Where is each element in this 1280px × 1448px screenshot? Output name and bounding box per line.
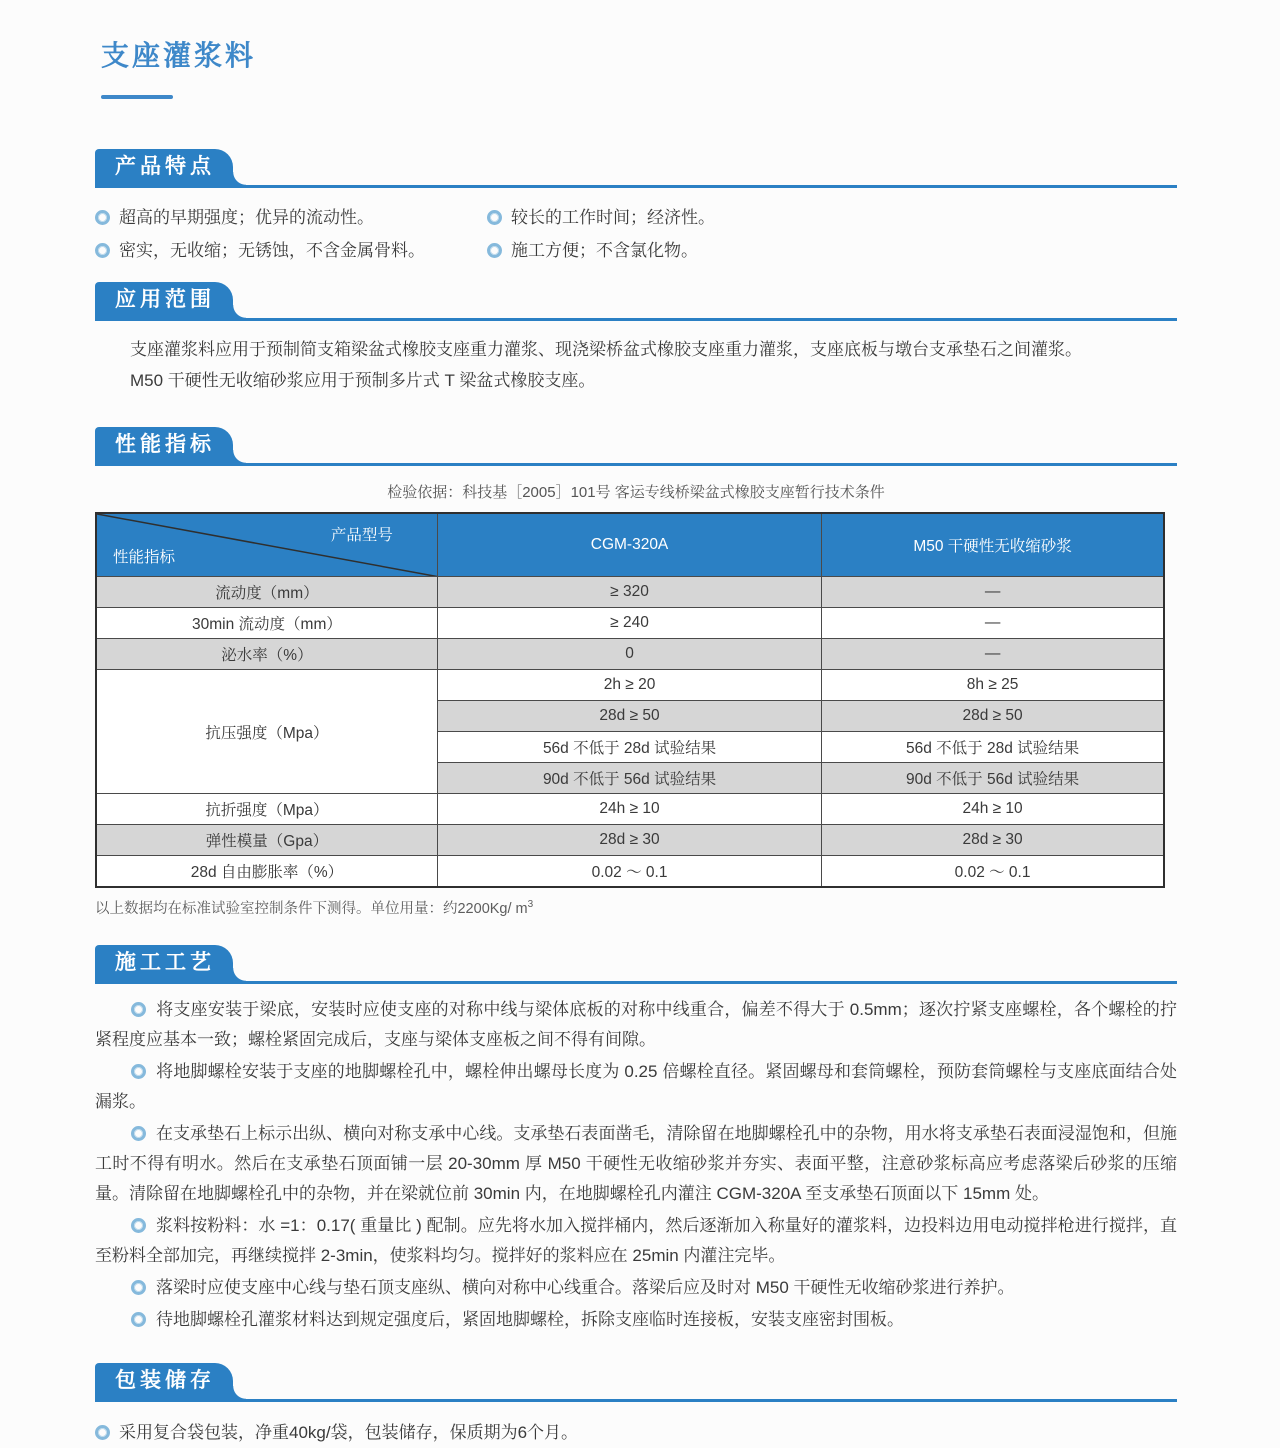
table-header-row (96, 513, 1164, 577)
cell-value: 28d ≥ 30 (437, 825, 821, 856)
cell-value: 56d 不低于 28d 试验结果 (822, 732, 1164, 763)
cell-value: ≥ 240 (437, 608, 821, 639)
application-line: M50 干硬性无收缩砂浆应用于预制多片式 T 梁盆式橡胶支座。 (130, 370, 596, 390)
table-row (96, 639, 1164, 670)
table-row (96, 577, 1164, 608)
packaging-text: 采用复合袋包装，净重40kg/袋，包装储存，保质期为6个月。 (119, 1422, 579, 1442)
corner-label-performance-index: 性能指标 (113, 549, 176, 567)
packaging-line (95, 1418, 1177, 1448)
cell-value: 56d 不低于 28d 试验结果 (437, 732, 821, 763)
list-item (487, 201, 1177, 234)
performance-table (95, 512, 1165, 888)
cell-value: 0.02 ～ 0.1 (437, 856, 821, 887)
application-line: 支座灌浆料应用于预制简支箱梁盆式橡胶支座重力灌浆、现浇梁桥盆式橡胶支座重力灌浆，支座底板与墩台支承垫石之间灌浆。 (130, 339, 1082, 359)
row-label: 30min 流动度（mm） (96, 608, 437, 639)
table-row (96, 670, 1164, 701)
construction-step-list (95, 995, 1177, 1335)
bullseye-bullet-icon (131, 1126, 146, 1141)
corner-label-product-model: 产品型号 (330, 526, 393, 544)
list-item (95, 1057, 1177, 1117)
list-item (95, 201, 487, 234)
table-row (96, 856, 1164, 887)
section-tab-construction: 施工工艺 (95, 945, 233, 981)
column-header-m50: M50 干硬性无收缩砂浆 (822, 513, 1164, 577)
bullseye-bullet-icon (131, 1218, 146, 1233)
cell-value: — (822, 577, 1164, 608)
application-paragraph (95, 334, 1177, 396)
section-header-construction (95, 945, 1177, 984)
cell-value: 0 (437, 639, 821, 670)
list-item (487, 234, 1177, 267)
cell-value: — (822, 639, 1164, 670)
bullseye-bullet-icon (131, 1312, 146, 1327)
cell-value: 2h ≥ 20 (437, 670, 821, 701)
cell-value: 8h ≥ 25 (822, 670, 1164, 701)
footnote-superscript: 3 (527, 898, 534, 910)
list-item (95, 1305, 1177, 1335)
page-title: 支座灌浆料 (101, 39, 257, 71)
section-header-performance (95, 427, 1177, 466)
table-footnote (95, 897, 1177, 918)
bullseye-bullet-icon (95, 243, 110, 258)
list-item (95, 1119, 1177, 1209)
cell-value: 90d 不低于 56d 试验结果 (437, 763, 821, 794)
title-underline (101, 95, 173, 99)
section-header-features (95, 149, 1177, 188)
table-row (96, 608, 1164, 639)
section-tab-features: 产品特点 (95, 149, 233, 185)
row-label: 泌水率（%） (96, 639, 437, 670)
row-label: 弹性模量（Gpa） (96, 825, 437, 856)
bullseye-bullet-icon (131, 1064, 146, 1079)
cell-value: — (822, 608, 1164, 639)
cell-value: 90d 不低于 56d 试验结果 (822, 763, 1164, 794)
feature-text: 密实，无收缩；无锈蚀，不含金属骨料。 (119, 240, 425, 260)
feature-list (95, 201, 1177, 267)
step-text: 将地脚螺栓安装于支座的地脚螺栓孔中，螺栓伸出螺母长度为 0.25 倍螺栓直径。紧固螺母和套筒螺栓，预防套筒螺栓与支座底面结合处漏浆。 (95, 1061, 1177, 1111)
step-text: 将支座安装于梁底，安装时应使支座的对称中线与梁体底板的对称中线重合，偏差不得大于 0.5mm；逐次拧紧支座螺栓，各个螺栓的拧紧程度应基本一致；螺栓紧固完成后，支座与梁体支座板之间不得有间隙。 (95, 999, 1177, 1049)
section-tab-performance: 性能指标 (95, 427, 233, 463)
feature-text: 超高的早期强度；优异的流动性。 (119, 207, 374, 227)
step-text: 待地脚螺栓孔灌浆材料达到规定强度后，紧固地脚螺栓，拆除支座临时连接板，安装支座密封围板。 (156, 1309, 904, 1329)
table-row (96, 794, 1164, 825)
cell-value: 28d ≥ 30 (822, 825, 1164, 856)
section-tab-application: 应用范围 (95, 282, 233, 318)
bullseye-bullet-icon (131, 1002, 146, 1017)
cell-value: 24h ≥ 10 (822, 794, 1164, 825)
section-header-application (95, 282, 1177, 321)
bullseye-bullet-icon (487, 210, 502, 225)
row-label: 流动度（mm） (96, 577, 437, 608)
table-row (96, 825, 1164, 856)
table-corner-cell (96, 513, 437, 577)
inspection-basis: 检验依据：科技基［2005］101号 客运专线桥梁盆式橡胶支座暂行技术条件 (387, 483, 885, 501)
bullseye-bullet-icon (487, 243, 502, 258)
footnote-text: 以上数据均在标准试验室控制条件下测得。单位用量：约2200Kg/ m (95, 900, 528, 917)
list-item (95, 1273, 1177, 1303)
column-header-cgm: CGM-320A (437, 513, 821, 577)
bullseye-bullet-icon (131, 1280, 146, 1295)
cell-value: ≥ 320 (437, 577, 821, 608)
cell-value: 28d ≥ 50 (437, 701, 821, 732)
feature-text: 较长的工作时间；经济性。 (511, 207, 715, 227)
section-tab-packaging: 包装储存 (95, 1363, 233, 1399)
list-item (95, 1211, 1177, 1271)
row-label: 抗折强度（Mpa） (96, 794, 437, 825)
cell-value: 28d ≥ 50 (822, 701, 1164, 732)
cell-value: 24h ≥ 10 (437, 794, 821, 825)
step-text: 浆料按粉料：水 =1：0.17( 重量比 ) 配制。应先将水加入搅拌桶内，然后逐渐加入称量好的灌浆料，边投料边用电动搅拌枪进行搅拌，直至粉料全部加完，再继续搅拌 2-3min，使浆料均匀。搅拌好的浆料应在 25min 内灌注完毕。 (95, 1215, 1177, 1265)
list-item (95, 995, 1177, 1055)
step-text: 落梁时应使支座中心线与垫石顶支座纵、横向对称中心线重合。落梁后应及时对 M50 干硬性无收缩砂浆进行养护。 (156, 1277, 1015, 1297)
step-text: 在支承垫石上标示出纵、横向对称支承中心线。支承垫石表面凿毛，清除留在地脚螺栓孔中的杂物，用水将支承垫石表面浸湿饱和，但施工时不得有明水。然后在支承垫石顶面铺一层 20-30mm 厚 M50 干硬性无收缩砂浆并夯实、表面平整，注意砂浆标高应考虑落梁后砂浆的压缩量。清除留在地脚螺栓孔中的杂物，并在梁就位前 30min 内，在地脚螺栓孔内灌注 CGM-320A 至支承垫石顶面以下 15mm 处。 (95, 1123, 1177, 1203)
row-label: 28d 自由膨胀率（%） (96, 856, 437, 887)
cell-value: 0.02 ～ 0.1 (822, 856, 1164, 887)
section-header-packaging (95, 1363, 1177, 1402)
bullseye-bullet-icon (95, 1425, 110, 1440)
bullseye-bullet-icon (95, 210, 110, 225)
row-label-compressive-strength: 抗压强度（Mpa） (96, 670, 437, 794)
feature-text: 施工方便；不含氯化物。 (511, 240, 698, 260)
list-item (95, 234, 487, 267)
